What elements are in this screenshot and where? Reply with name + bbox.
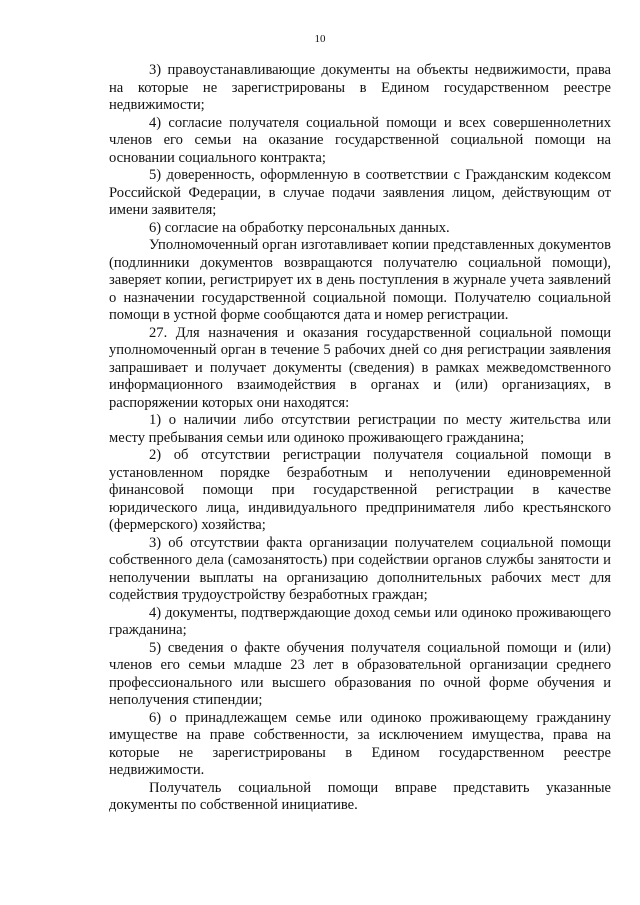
paragraph-authorized-body-copies: Уполномоченный орган изготавливает копии представленных документов (подлинники документов возвращаются получателю социальной помощи), заверяет копии, регистрирует их в день поступления в журнале учета заявлений о назначении государственной социальной помощи. Получателю социальной помощи в устной форме сообщаются дата и номер регистрации. [109,237,611,323]
paragraph-subitem-5-education: 5) сведения о факте обучения получателя социальной помощи и (или) членов его семьи младше 23 лет в образовательной организации среднего профессионального или высшего образования по очной форме обучения и неполучения стипендии; [109,639,611,708]
paragraph-subitem-1-registration: 1) о наличии либо отсутствии регистрации по месту жительства или месту пребывания семьи или одиноко проживающего гражданина; [109,412,611,446]
page-number: 10 [314,33,326,45]
paragraph-own-initiative: Получатель социальной помощи вправе представить указанные документы по собственной инициативе. [109,779,611,813]
paragraph-item-5-power-of-attorney: 5) доверенность, оформленную в соответствии с Гражданским кодексом Российской Федерации, в случае подачи заявления лицом, действующим от имени заявителя; [109,167,611,218]
paragraph-subitem-2-unemployment: 2) об отсутствии регистрации получателя социальной помощи в установленном порядке безработным и неполучении единовременной финансовой помощи при государственной регистрации в качестве юридического лица, индивидуального предпринимателя либо крестьянского (фермерского) хозяйства; [109,447,611,533]
paragraph-item-3-title-documents: 3) правоустанавливающие документы на объекты недвижимости, права на которые не зарегистрированы в Едином государственном реестре недвижимости; [109,62,611,113]
paragraph-subitem-3-self-employment: 3) об отсутствии факта организации получателем социальной помощи собственного дела (самозанятость) при содействии органов службы занятости и неполучении выплаты на организацию дополнительных рабочих мест для содействия трудоустройству безработных граждан; [109,534,611,603]
paragraph-item-6-personal-data-consent: 6) согласие на обработку персональных данных. [149,219,450,236]
paragraph-item-4-consent-family: 4) согласие получателя социальной помощи и всех совершеннолетних членов его семьи на оказание государственной социальной помощи на основании социального контракта; [109,114,611,166]
paragraph-clause-27: 27. Для назначения и оказания государственной социальной помощи уполномоченный орган в течение 5 рабочих дней со дня регистрации заявления запрашивает и получает документы (сведения) в рамках межведомственного информационного взаимодействия в органах и (или) организациях, в распоряжении которых они находятся: [109,324,611,411]
paragraph-subitem-4-income-documents: 4) документы, подтверждающие доход семьи или одиноко проживающего гражданина; [109,604,611,638]
document-body [109,62,611,815]
paragraph-subitem-6-property: 6) о принадлежащем семье или одиноко проживающему гражданину имуществе на праве собственности, за исключением имущества, права на которые не зарегистрированы в Едином государственном реестре недвижимости. [109,709,611,778]
